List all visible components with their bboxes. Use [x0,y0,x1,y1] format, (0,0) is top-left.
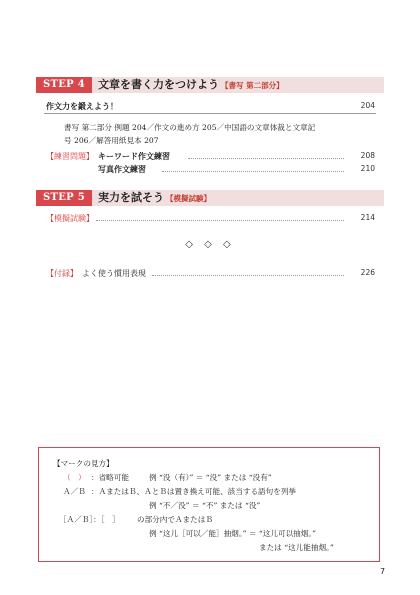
leader-dots [162,171,344,172]
heading-underline [44,113,376,114]
legend-desc-paren: ：省略可能 [91,473,129,482]
leader-dots [152,275,344,276]
mock-exam-page: 214 [360,213,375,222]
legend-mark-bracket: ［Ａ／Ｂ］：［ ］ [59,515,120,524]
step5-subtitle: 【模擬試験】 [166,194,211,203]
practice-item-photo[interactable]: 写真作文練習 [98,165,146,174]
practice-item-keyword-page: 208 [360,151,375,160]
page-number: 7 [380,567,386,576]
mock-exam-label[interactable]: 【模擬試験】 [46,214,94,223]
step4-title-text: 文章を書く力をつけよう [98,78,219,91]
legend-example-slash: 例 “不／没” ＝ “不” または “没” [149,501,261,510]
step4-heading[interactable]: 作文力を鍛えよう！ [46,102,118,111]
leader-dots [96,220,344,221]
appendix-text[interactable]: よく使う慣用表現 [82,269,146,278]
legend-mark-paren: （ ） [63,473,86,482]
appendix-page: 226 [360,268,375,277]
legend-example-bracket: 例 “这儿［可以／能］抽烟。” ＝ “这儿可以抽烟。” [149,529,317,538]
step5-title-text: 実力を試そう [98,191,164,204]
practice-item-keyword[interactable]: キーワード作文練習 [98,152,170,161]
step4-banner [36,77,384,93]
step4-desc-line1: 書写 第二部分 例題 204／作文の進め方 205／中国語の文章体裁と文章記 [64,123,316,132]
legend-desc-slash: ：ＡまたはＢ、ＡとＢは置き換え可能、該当する語句を列挙 [91,487,297,496]
step5-tag: STEP 5 [36,190,92,206]
section-divider: ◇ ◇ ◇ [185,239,235,250]
mark-legend-box [38,447,380,562]
step4-title [98,77,284,94]
legend-mark-slash: Ａ／Ｂ [63,487,86,496]
step4-desc-line2: 号 206／解答用紙見本 207 [64,136,159,145]
appendix-label: 【付録】 [46,269,78,278]
practice-item-photo-page: 210 [360,164,375,173]
legend-example-paren: 例 “没（有）” ＝ “没” または “没有” [149,473,272,482]
step4-heading-page: 204 [360,101,375,110]
leader-dots [188,158,344,159]
step5-banner [36,190,384,206]
step5-title [98,190,211,207]
legend-title: 【マークの見方】 [53,459,114,468]
practice-label: 【練習問題】 [46,152,94,161]
step4-subtitle: 【書写 第二部分】 [221,81,284,90]
legend-example-bracket-alt: または “这儿能抽烟。” [259,543,334,552]
step4-tag: STEP 4 [36,77,92,93]
legend-desc-bracket: の部分内でＡまたはＢ [137,515,213,524]
